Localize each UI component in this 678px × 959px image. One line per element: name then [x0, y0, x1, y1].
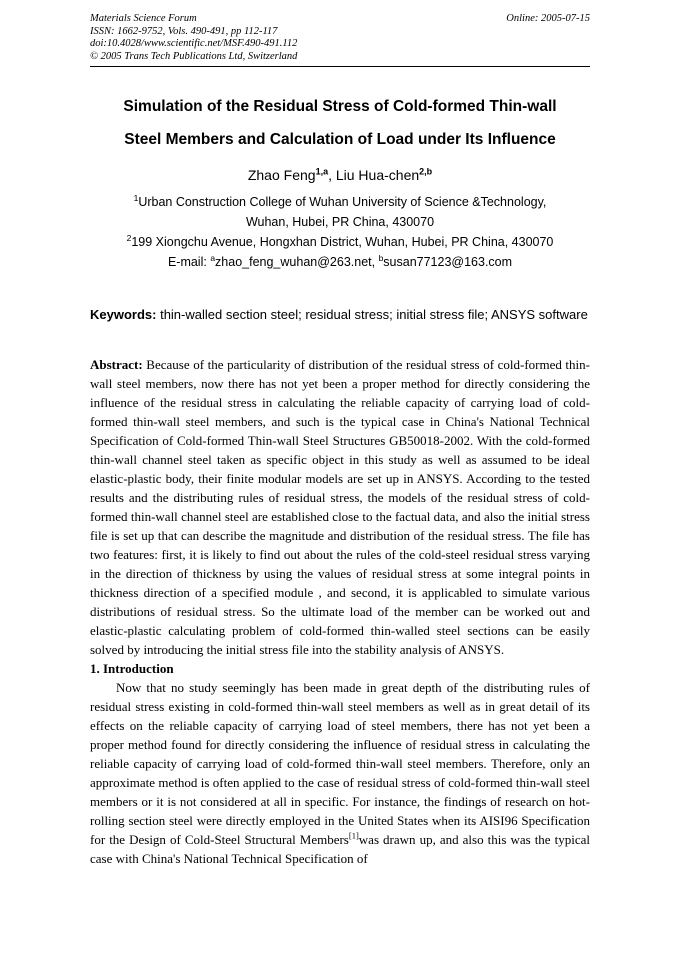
affiliation-2-line [90, 232, 590, 252]
journal-name: Materials Science Forum [90, 13, 197, 24]
affiliations-block [90, 192, 590, 272]
affiliation-2-superscript: 2 [126, 232, 132, 243]
journal-meta-block [90, 13, 297, 63]
author-2-name: Liu Hua-chen [335, 167, 420, 183]
affiliation-1-line-1 [90, 192, 590, 212]
citation-ref-1: [1] [348, 830, 359, 841]
abstract-paragraph [90, 355, 590, 659]
author-1-superscript: 1,a [315, 166, 329, 177]
email-label: E-mail: [167, 255, 211, 269]
abstract-text: Because of the particularity of distribution of the residual stress of cold-formed thin-wall steel members, now there has not yet been a proper method for directly considering the influence of the residual stress in calculating the reliable capacity of carrying load of cold-formed thin-wall steel members, and such is the typical case in China's National Technical Specification of Cold-formed Thin-wall Steel Structures GB50018-2002. With the cold-formed thin-wall channel steel taken as specific object in this study as well as assumed to be ideal elastic-plastic body, their finite modular models are set up in ANSYS. According to the tested results and the distributing rules of residual stress, the models of the residual stress of cold-formed thin-wall channel steel are established close to the factual data, and also the initial stress file is set up that can describe the magnitude and distribution of the residual stress. The file has two features: first, it is likely to find out about the rules of the cold-steel residual stress varying in the direction of thickness by using the values of residual stress at some integral points in thickness direction of a specified module , and second, it is applicabled to simulate various distributions of residual stress. So the ultimate load of the member can be worked out and elastic-plastic calculating problem of cold-formed thin-walled steel sections can be easily solved by introducing the initial stress file into the stability analysis of ANSYS. [90, 357, 590, 657]
doi-line: doi:10.4028/www.scientific.net/MSF.490-491.112 [90, 38, 298, 49]
email-1-address: zhao_feng_wuhan@263.net, [215, 255, 379, 269]
author-separator: , [328, 167, 336, 183]
author-2-superscript: 2,b [419, 166, 433, 177]
paper-title [90, 90, 590, 156]
email-1-superscript: a [210, 252, 216, 263]
affiliation-1-line-2: Wuhan, Hubei, PR China, 430070 [245, 215, 435, 229]
issn-line: ISSN: 1662-9752, Vols. 490-491, pp 112-117 [90, 25, 278, 37]
email-2-address: susan77123@163.com [383, 255, 513, 269]
email-2-superscript: b [378, 252, 384, 263]
affiliation-1-text: Urban Construction College of Wuhan University of Science &Technology, [138, 195, 547, 209]
title-line-2: Steel Members and Calculation of Load under Its Influence [124, 131, 556, 148]
journal-header [90, 13, 590, 63]
abstract-label: Abstract: [90, 357, 143, 372]
keywords-line [90, 305, 590, 324]
affiliation-1-superscript: 1 [133, 192, 139, 203]
introduction-paragraph [90, 678, 590, 868]
keywords-text: thin-walled section steel; residual stress; initial stress file; ANSYS software [156, 307, 588, 322]
copyright-line: © 2005 Trans Tech Publications Ltd, Switzerland [90, 50, 298, 62]
affiliation-2-text: 199 Xiongchu Avenue, Hongxhan District, Wuhan, Hubei, PR China, 430070 [131, 235, 554, 249]
email-line [90, 252, 590, 272]
author-line [90, 165, 590, 185]
header-divider [90, 66, 590, 67]
introduction-text-after-ref: was drawn up, and also this was the typical case with China's National Technical Specification of [90, 832, 590, 866]
introduction-text-before-ref: Now that no study seemingly has been made in great depth of the distributing rules of residual stress existing in cold-formed thin-wall steel members as well as in great detail of its effects on the reliable capacity of carrying load of steel members, there has not yet been a proper method found for directly considering the influence of residual stress in calculating the reliable capacity of carrying load of cold-formed thin-wall steel members. Therefore, only an approximate method is often applied to the case of residual stress of cold-formed thin-wall steel members or it is not considered at all in specific. For instance, the findings of research on hot-rolling section steel were directly employed in the United States when its AISI96 Specification for the Design of Cold-Steel Structural Members [90, 680, 590, 847]
author-1-name: Zhao Feng [247, 167, 316, 183]
keywords-label: Keywords: [90, 307, 157, 322]
section-heading-introduction: 1. Introduction [90, 661, 174, 676]
online-date: Online: 2005-07-15 [506, 13, 590, 24]
title-line-1: Simulation of the Residual Stress of Cold-formed Thin-wall [123, 98, 557, 115]
